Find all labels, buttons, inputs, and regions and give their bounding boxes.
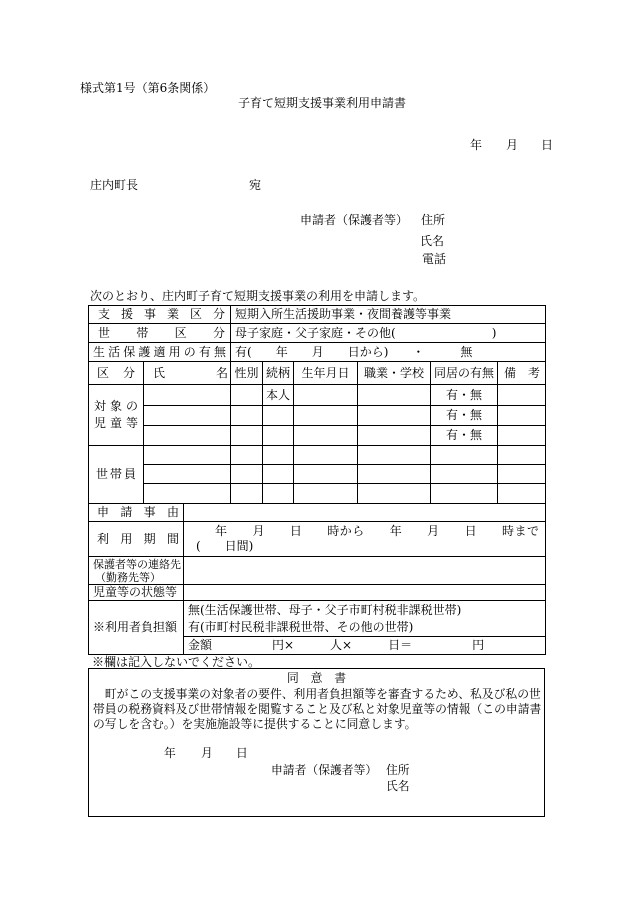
member-3-occupation-cell	[358, 484, 431, 504]
child-status-value-cell	[184, 585, 546, 601]
child-1-occupation-cell	[358, 385, 431, 406]
child-1-gender-cell	[231, 385, 263, 406]
fee-row-options	[89, 601, 546, 637]
date-month-label: 月	[506, 138, 519, 152]
child-3-remarks-cell	[498, 426, 546, 446]
applicant-label: 申請者（保護者等）	[300, 213, 409, 227]
children-group-label	[89, 385, 144, 446]
child-3-cohabit-cell: 有・無	[431, 426, 498, 446]
member-header-row	[89, 362, 546, 385]
child-1-name-cell	[144, 385, 231, 406]
child-1-remarks-cell	[498, 385, 546, 406]
applicant-phone-label: 電話	[422, 252, 447, 266]
member-1-gender-cell	[231, 446, 263, 465]
consent-name-label: 氏名	[386, 779, 410, 793]
reason-row	[89, 504, 546, 522]
child-3-name-cell	[144, 426, 231, 446]
fee-option-yes: 有(市町村民税非課税世帯、その他の世帯)	[188, 619, 414, 634]
form-title: 子育て短期支援事業利用申請書	[238, 96, 407, 110]
member-2-name-cell	[144, 465, 231, 484]
household-member-row-3	[89, 484, 546, 504]
reason-value-cell	[184, 504, 546, 522]
service-type-row	[89, 306, 546, 324]
member-3-birthdate-cell	[294, 484, 358, 504]
child-1-relation-cell: 本人	[263, 385, 294, 406]
applicant-name-label: 氏名	[420, 234, 445, 248]
member-1-relation-cell	[263, 446, 294, 465]
contact-row	[89, 557, 546, 585]
child-1-cohabit-cell: 有・無	[431, 385, 498, 406]
header-birthdate: 生年月日	[294, 362, 358, 385]
member-2-birthdate-cell	[294, 465, 358, 484]
member-1-occupation-cell	[358, 446, 431, 465]
consent-address-label: 住所	[386, 763, 410, 777]
child-3-birthdate-cell	[294, 426, 358, 446]
consent-date-month-label: 月	[201, 746, 213, 760]
header-cohabit: 同居の有無	[431, 362, 498, 385]
consent-text-line-1: 町がこの支援事業の対象者の要件、利用者負担額等を審査するため、私及び私の世	[93, 687, 541, 701]
child-1-birthdate-cell	[294, 385, 358, 406]
member-2-cohabit-cell	[431, 465, 498, 484]
addressee-suffix: 宛	[249, 178, 262, 192]
period-range-text: 年 月 日 時から 年 月 日 時まで	[215, 524, 540, 538]
member-3-gender-cell	[231, 484, 263, 504]
child-2-occupation-cell	[358, 406, 431, 426]
date-day-label: 日	[541, 138, 554, 152]
member-2-occupation-cell	[358, 465, 431, 484]
children-label-line-2: 児童等	[94, 416, 138, 430]
member-1-cohabit-cell	[431, 446, 498, 465]
member-2-gender-cell	[231, 465, 263, 484]
fee-label: ※利用者負担額	[89, 601, 184, 655]
applicant-address-label: 住所	[421, 213, 446, 227]
consent-applicant-label: 申請者（保護者等）	[271, 763, 378, 777]
child-2-cohabit-cell: 有・無	[431, 406, 498, 426]
application-table	[88, 305, 546, 655]
welfare-row	[89, 343, 546, 362]
period-value-cell	[184, 522, 546, 557]
reason-label: 申請事由	[89, 504, 184, 522]
household-type-label: 世帯区分	[89, 324, 231, 343]
note-text: ※欄は記入しないでください。	[92, 655, 261, 669]
header-gender: 性別	[231, 362, 263, 385]
intro-text: 次のとおり、庄内町子育て短期支援事業の利用を申請します。	[90, 289, 426, 303]
member-2-relation-cell	[263, 465, 294, 484]
child-status-label: 児童等の状態等	[89, 585, 184, 601]
child-2-gender-cell	[231, 406, 263, 426]
consent-title: 同 意 書	[287, 671, 346, 685]
child-3-relation-cell	[263, 426, 294, 446]
welfare-value: 有( 年 月 日から) ・ 無	[231, 343, 546, 362]
contact-value-cell	[184, 557, 546, 585]
child-row-3	[89, 426, 546, 446]
child-2-birthdate-cell	[294, 406, 358, 426]
household-type-row	[89, 324, 546, 343]
service-type-value: 短期入所生活援助事業・夜間養護等事業	[231, 306, 546, 324]
child-3-gender-cell	[231, 426, 263, 446]
fee-amount-cell: 金額 円× 人× 日＝ 円	[184, 637, 546, 655]
form-number: 様式第1号（第6条関係）	[80, 81, 216, 95]
consent-text-line-2: 帯員の税務資料及び世帯情報を閲覧すること及び私と対象児童等の情報（この申請書	[93, 702, 542, 716]
member-1-birthdate-cell	[294, 446, 358, 465]
member-2-remarks-cell	[498, 465, 546, 484]
date-year-label: 年	[470, 138, 483, 152]
member-1-name-cell	[144, 446, 231, 465]
header-category: 区分	[89, 362, 144, 385]
contact-label-line-2: （勤務先等）	[95, 570, 161, 584]
child-row-1	[89, 385, 546, 406]
member-3-relation-cell	[263, 484, 294, 504]
child-2-remarks-cell	[498, 406, 546, 426]
addressee-name: 庄内町長	[90, 178, 139, 192]
contact-label	[89, 557, 184, 585]
child-2-relation-cell	[263, 406, 294, 426]
service-type-label: 支援事業区分	[89, 306, 231, 324]
member-3-remarks-cell	[498, 484, 546, 504]
consent-date-year-label: 年	[164, 746, 176, 760]
header-name: 氏名	[144, 362, 231, 385]
child-status-row	[89, 585, 546, 601]
child-2-name-cell	[144, 406, 231, 426]
header-remarks: 備考	[498, 362, 546, 385]
fee-option-none: 無(生活保護世帯、母子・父子市町村税非課税世帯)	[188, 602, 462, 617]
consent-date-day-label: 日	[236, 746, 248, 760]
member-3-cohabit-cell	[431, 484, 498, 504]
welfare-label: 生活保護適用の有無	[89, 343, 231, 362]
contact-label-line-1: 保護者等の連絡先	[93, 557, 181, 571]
household-members-label: 世帯員	[89, 446, 144, 504]
header-relation: 続柄	[263, 362, 294, 385]
child-row-2	[89, 406, 546, 426]
member-3-name-cell	[144, 484, 231, 504]
children-label-line-1: 対象の	[94, 399, 138, 413]
member-1-remarks-cell	[498, 446, 546, 465]
household-type-value: 母子家庭・父子家庭・その他( )	[231, 324, 546, 343]
fee-options-cell	[184, 601, 546, 637]
child-3-occupation-cell	[358, 426, 431, 446]
consent-section	[88, 668, 545, 817]
period-row	[89, 522, 546, 557]
period-days-text: ( 日間)	[196, 539, 254, 553]
period-label: 利用期間	[89, 522, 184, 557]
header-occupation: 職業・学校	[358, 362, 431, 385]
household-member-row-2	[89, 465, 546, 484]
household-member-row-1	[89, 446, 546, 465]
consent-text-line-3: の写しを含む。）を実施施設等に提供することに同意します。	[93, 717, 417, 731]
